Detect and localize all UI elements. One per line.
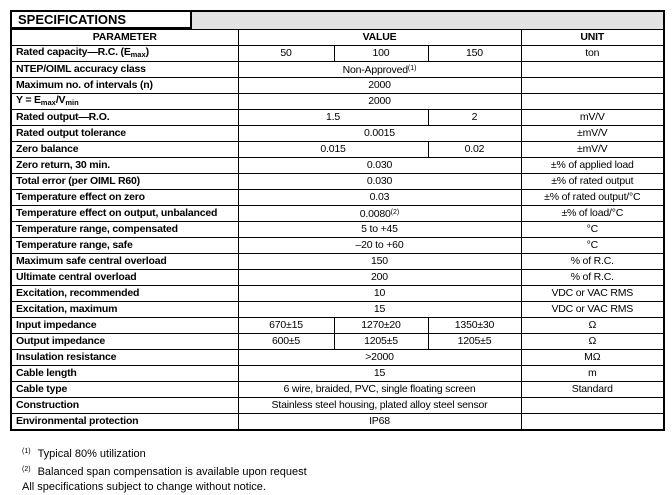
unit-cell: °C: [521, 238, 664, 254]
table-row: [11, 46, 664, 62]
unit-cell: ±% of load/°C: [521, 206, 664, 222]
unit-cell: % of R.C.: [521, 254, 664, 270]
table-row: [11, 238, 664, 254]
value-cell: 100: [334, 46, 428, 62]
table-row: [11, 286, 664, 302]
unit-cell: Ω: [521, 318, 664, 334]
value-cell: 1350±30: [428, 318, 521, 334]
parameter-cell: Zero return, 30 min.: [11, 158, 238, 174]
value-cell: 0.03: [238, 190, 521, 206]
value-cell: 0.02: [428, 142, 521, 158]
value-cell: 0.0015: [238, 126, 521, 142]
parameter-cell: Temperature range, safe: [11, 238, 238, 254]
value-cell: 0.030: [238, 174, 521, 190]
table-row: [11, 174, 664, 190]
table-row: [11, 62, 664, 78]
spec-sheet: [10, 10, 663, 493]
table-row: [11, 382, 664, 398]
unit-cell: °C: [521, 222, 664, 238]
value-cell: 2000: [238, 78, 521, 94]
value-cell: IP68: [238, 414, 521, 431]
unit-cell: ±% of applied load: [521, 158, 664, 174]
unit-cell: [521, 62, 664, 78]
value-cell: 6 wire, braided, PVC, single floating screen: [238, 382, 521, 398]
value-cell: 1.5: [238, 110, 428, 126]
value-cell: 0.015: [238, 142, 428, 158]
footnote-1-text: Typical 80% utilization: [37, 448, 146, 460]
value-cell: 600±5: [238, 334, 334, 350]
footnote-1: [22, 444, 672, 462]
parameter-cell: Cable type: [11, 382, 238, 398]
table-row: [11, 334, 664, 350]
parameter-cell: Total error (per OIML R60): [11, 174, 238, 190]
table-row: [11, 318, 664, 334]
value-cell: >2000: [238, 350, 521, 366]
unit-cell: ±mV/V: [521, 126, 664, 142]
unit-cell: VDC or VAC RMS: [521, 286, 664, 302]
parameter-cell: Temperature range, compensated: [11, 222, 238, 238]
parameter-cell: Maximum safe central overload: [11, 254, 238, 270]
unit-cell: [521, 78, 664, 94]
column-header-parameter: PARAMETER: [11, 30, 238, 46]
value-cell: 1270±20: [334, 318, 428, 334]
table-row: [11, 94, 664, 110]
value-cell: Stainless steel housing, plated alloy steel sensor: [238, 398, 521, 414]
disclaimer: All specifications subject to change without notice.: [22, 481, 266, 493]
unit-cell: [521, 398, 664, 414]
table-row: [11, 110, 664, 126]
column-header-unit: UNIT: [521, 30, 664, 46]
unit-cell: VDC or VAC RMS: [521, 302, 664, 318]
value-cell: 150: [238, 254, 521, 270]
table-row: [11, 270, 664, 286]
unit-cell: ±% of rated output/°C: [521, 190, 664, 206]
unit-cell: ton: [521, 46, 664, 62]
table-row: [11, 302, 664, 318]
value-cell: –20 to +60: [238, 238, 521, 254]
value-cell: 15: [238, 366, 521, 382]
table-row: [11, 142, 664, 158]
specifications-table: [10, 10, 665, 431]
value-cell: 2000: [238, 94, 521, 110]
footnote-2: [22, 462, 672, 480]
table-row: [11, 158, 664, 174]
value-cell: 2: [428, 110, 521, 126]
value-cell: Non-Approved$^{(1)}$: [238, 62, 521, 78]
parameter-cell: Rated output tolerance: [11, 126, 238, 142]
unit-cell: ±% of rated output: [521, 174, 664, 190]
parameter-cell: Zero balance: [11, 142, 238, 158]
unit-cell: Ω: [521, 334, 664, 350]
table-row: [11, 222, 664, 238]
value-cell: 150: [428, 46, 521, 62]
value-cell: 200: [238, 270, 521, 286]
value-cell: 5 to +45: [238, 222, 521, 238]
parameter-cell: NTEP/OIML accuracy class: [11, 62, 238, 78]
table-row: [11, 206, 664, 222]
parameter-cell: $Y = E_{max}/V_{min}$: [11, 94, 238, 110]
unit-cell: MΩ: [521, 350, 664, 366]
table-row: [11, 414, 664, 431]
unit-cell: ±mV/V: [521, 142, 664, 158]
unit-cell: % of R.C.: [521, 270, 664, 286]
parameter-cell: Maximum no. of intervals (n): [11, 78, 238, 94]
unit-cell: [521, 94, 664, 110]
parameter-cell: Ultimate central overload: [11, 270, 238, 286]
parameter-cell: Rated capacity—R.C. $(E_{max})$: [11, 46, 238, 62]
table-row: [11, 350, 664, 366]
table-row: [11, 190, 664, 206]
value-cell: 50: [238, 46, 334, 62]
parameter-cell: Output impedance: [11, 334, 238, 350]
parameter-cell: Temperature effect on output, unbalanced: [11, 206, 238, 222]
parameter-cell: Insulation resistance: [11, 350, 238, 366]
value-cell: 10: [238, 286, 521, 302]
table-row: [11, 398, 664, 414]
unit-cell: [521, 414, 664, 431]
value-cell: 1205±5: [428, 334, 521, 350]
value-cell: 1205±5: [334, 334, 428, 350]
unit-cell: Standard: [521, 382, 664, 398]
table-row: [11, 126, 664, 142]
parameter-cell: Temperature effect on zero: [11, 190, 238, 206]
specifications-title: SPECIFICATIONS: [12, 12, 192, 29]
footnote-1-marker: (1): [22, 448, 31, 455]
unit-cell: m: [521, 366, 664, 382]
table-row: [11, 78, 664, 94]
parameter-cell: Excitation, recommended: [11, 286, 238, 302]
table-row: [11, 254, 664, 270]
value-cell: 0.0080$^{(2)}$: [238, 206, 521, 222]
parameter-cell: Cable length: [11, 366, 238, 382]
table-row: [11, 366, 664, 382]
parameter-cell: Input impedance: [11, 318, 238, 334]
footnote-2-text: Balanced span compensation is available upon request: [37, 466, 307, 478]
value-cell: 670±15: [238, 318, 334, 334]
footnotes-block: [22, 444, 672, 495]
footnote-2-marker: (2): [22, 466, 31, 473]
column-header-value: VALUE: [238, 30, 521, 46]
value-cell: 0.030: [238, 158, 521, 174]
value-cell: 15: [238, 302, 521, 318]
column-header-row: [11, 30, 664, 46]
parameter-cell: Rated output—R.O.: [11, 110, 238, 126]
parameter-cell: Construction: [11, 398, 238, 414]
parameter-cell: Excitation, maximum: [11, 302, 238, 318]
title-band: [11, 11, 664, 30]
title-row: [11, 11, 664, 30]
unit-cell: mV/V: [521, 110, 664, 126]
parameter-cell: Environmental protection: [11, 414, 238, 431]
